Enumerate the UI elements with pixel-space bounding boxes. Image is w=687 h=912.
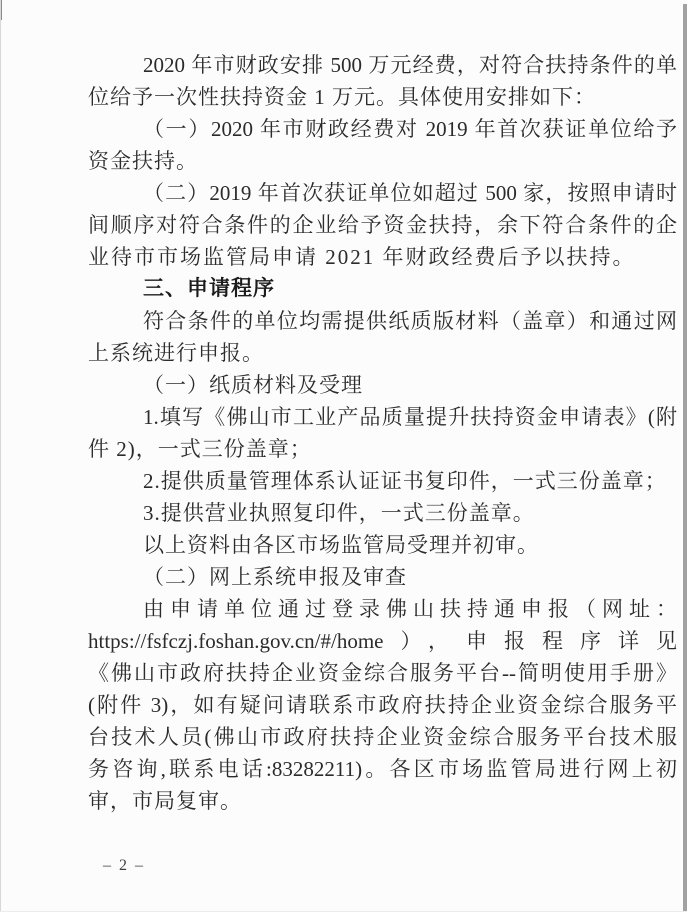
text-line-url: https://fsfczj.foshan.gov.cn/#/home），申报程序详见 [88, 629, 677, 653]
text-line: 台技术人员(佛山市政府扶持企业资金综合服务平台技术服 [88, 725, 677, 749]
text-line: 业待市市场监管局申请 2021 年财政经费后予以扶持。 [88, 245, 636, 269]
scan-edge-left [0, 0, 1, 912]
text-line: 审，市局复审。 [88, 789, 242, 813]
section-heading: 三、申请程序 [143, 277, 275, 300]
text-line: 件 2)，一式三份盖章； [88, 437, 312, 461]
text-line: (附件 3)，如有疑问请联系市政府扶持企业资金综合服务平 [88, 693, 677, 717]
text-line: 位给予一次性扶持资金 1 万元。具体使用安排如下： [88, 85, 596, 109]
text-line: 《佛山市政府扶持企业资金综合服务平台--简明使用手册》 [88, 661, 677, 685]
text-line: 2.提供质量管理体系认证证书复印件，一式三份盖章； [143, 469, 667, 493]
document-body [88, 49, 677, 817]
text-line: 由申请单位通过登录佛山扶持通申报（网址： [143, 597, 677, 621]
text-line: 上系统进行申报。 [88, 341, 264, 365]
text-line: 2020 年市财政安排 500 万元经费，对符合扶持条件的单 [143, 53, 677, 77]
page-number: – 2 – [103, 857, 145, 874]
text-line: 以上资料由各区市场监管局受理并初审。 [143, 533, 539, 557]
text-line: 间顺序对符合条件的企业给予资金扶持，余下符合条件的企 [88, 213, 677, 237]
text-line: 3.提供营业执照复印件，一式三份盖章。 [143, 501, 535, 525]
text-line: 资金扶持。 [88, 149, 198, 173]
subsection-heading: （一）纸质材料及受理 [143, 373, 363, 397]
text-line: （二）2019 年首次获证单位如超过 500 家，按照申请时 [143, 181, 677, 205]
text-line: 符合条件的单位均需提供纸质版材料（盖章）和通过网 [143, 309, 677, 333]
subsection-heading: （二）网上系统申报及审查 [143, 565, 407, 589]
scan-edge-right [683, 4, 687, 912]
text-line: 务咨询,联系电话:83282211)。各区市场监管局进行网上初 [88, 757, 677, 781]
text-line: （一）2020 年市财政经费对 2019 年首次获证单位给予 [143, 117, 677, 141]
text-line: 1.填写《佛山市工业产品质量提升扶持资金申请表》(附 [143, 405, 677, 429]
